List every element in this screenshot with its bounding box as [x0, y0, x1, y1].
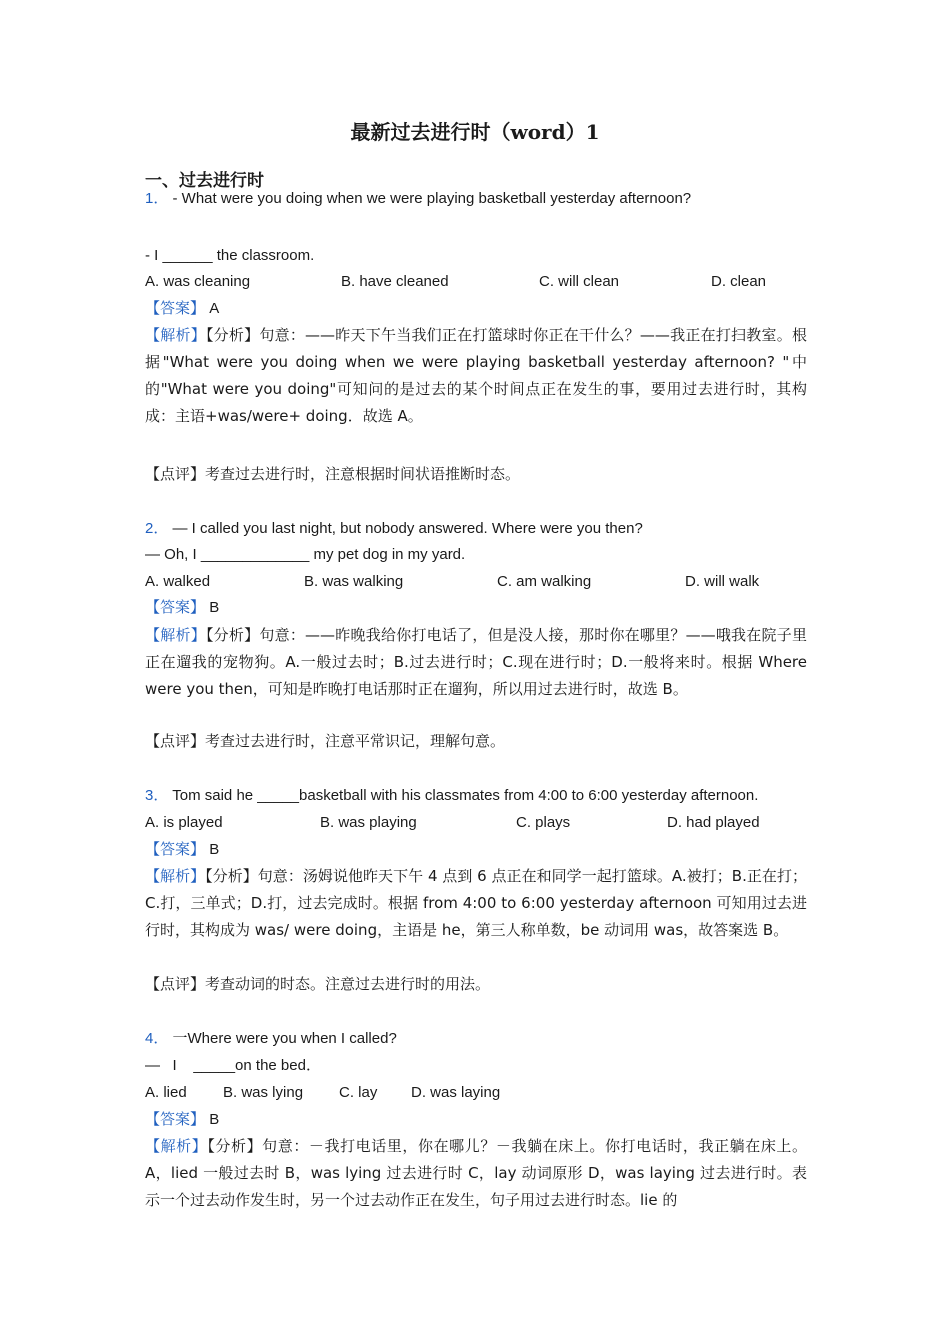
option-c: C. will clean	[539, 273, 620, 290]
answer-line	[145, 840, 807, 860]
answer-value: A	[209, 300, 220, 317]
comment-line: 【点评】考查过去进行时，注意根据时间状语推断时态。	[145, 466, 521, 483]
answer-value: B	[209, 841, 220, 858]
question-1-stem-reply: - I ______ the classroom.	[145, 247, 315, 264]
analysis-paragraph: 【解析】【分析】句意：汤姆说他昨天下午 4 点到 6 点正在和同学一起打篮球。A.被打；B.正在打；C.打，三单式；D.打，过去完成时。根据 from 4:00 to 6:00 yesterday afternoon 可知用过去进行时，其构成为 was/ were doing，主语是 he，第三人称单数，be 动词用 was，故答案选 B。	[145, 867, 807, 939]
question-1-stem: 1． - What were you doing when we were playing basketball yesterday afternoon?	[145, 190, 692, 207]
option-c: C. plays	[516, 814, 571, 831]
answer-tag: 【答案】	[145, 1111, 206, 1128]
option-b: B. was playing	[320, 814, 417, 831]
analysis-tag: 【解析】	[145, 626, 206, 644]
analysis-paragraph: 【解析】【分析】句意：－我打电话里，你在哪儿？－我躺在床上。你打电话时，我正躺在床上。A，lied 一般过去时 B，was lying 过去进行时 C，lay 动词原形 D，was laying 过去进行时。表示一个过去动作发生时，另一个过去动作正在发生，句子用过去进行时态。lie 的	[145, 1137, 807, 1209]
option-c: C. lay	[339, 1084, 378, 1101]
answer-line	[145, 598, 807, 618]
question-2-stem-reply: — Oh, I _____________ my pet dog in my yard.	[145, 546, 466, 563]
question-number: 1．	[145, 190, 169, 207]
answer-tag: 【答案】	[145, 841, 206, 858]
option-b: B. was lying	[223, 1084, 304, 1101]
section-heading: 一、过去进行时	[145, 171, 264, 191]
answer-tag: 【答案】	[145, 300, 206, 317]
question-number: 2．	[145, 520, 169, 537]
option-a: A. walked	[145, 573, 211, 590]
answer-value: B	[209, 599, 220, 616]
analysis-tag: 【解析】	[145, 1137, 208, 1155]
option-b: B. was walking	[304, 573, 404, 590]
option-d: D. will walk	[685, 573, 760, 590]
page-title: 最新过去进行时（word）1	[350, 120, 600, 144]
option-d: D. clean	[711, 273, 767, 290]
question-2-stem: 2． — I called you last night, but nobody answered. Where were you then?	[145, 520, 643, 537]
analysis-tag: 【解析】	[145, 867, 206, 885]
comment-line: 【点评】考查动词的时态。注意过去进行时的用法。	[145, 976, 491, 993]
question-4-stem: 4． 一Where were you when I called?	[145, 1030, 397, 1047]
option-b: B. have cleaned	[341, 273, 449, 290]
analysis-paragraph: 【解析】【分析】句意：——昨天下午当我们正在打篮球时你正在干什么？——我正在打扫教室。根据"What were you doing when we were playing basketball yesterday afternoon? "中的"What were you doing"可知问的是过去的某个时间点正在发生的事，要用过去进行时，其构成：主语+was/were+ doing．故选 A。	[145, 326, 807, 425]
answer-line	[145, 1110, 807, 1130]
option-d: D. had played	[667, 814, 760, 831]
comment-line: 【点评】考查过去进行时，注意平常识记，理解句意。	[145, 733, 506, 750]
question-number: 3．	[145, 787, 169, 804]
option-a: A. lied	[145, 1084, 187, 1101]
answer-value: B	[209, 1111, 220, 1128]
option-a: A. is played	[145, 814, 223, 831]
option-a: A. was cleaning	[145, 273, 251, 290]
question-4-stem-reply: — I _____on the bed．	[145, 1057, 321, 1074]
option-d: D. was laying	[411, 1084, 501, 1101]
answer-tag: 【答案】	[145, 599, 206, 616]
question-number: 4．	[145, 1030, 169, 1047]
option-c: C. am walking	[497, 573, 592, 590]
analysis-paragraph: 【解析】【分析】句意：——昨晚我给你打电话了，但是没人接，那时你在哪里？——哦我在院子里正在遛我的宠物狗。A.一般过去时；B.过去进行时；C.现在进行时；D.一般将来时。根据 Where were you then，可知是昨晚打电话那时正在遛狗，所以用过去进行时，故选 B。	[145, 626, 807, 698]
analysis-tag: 【解析】	[145, 326, 206, 344]
question-3-stem: 3． Tom said he _____basketball with his classmates from 4:00 to 6:00 yesterday afternoon.	[145, 787, 759, 804]
answer-line	[145, 299, 807, 319]
